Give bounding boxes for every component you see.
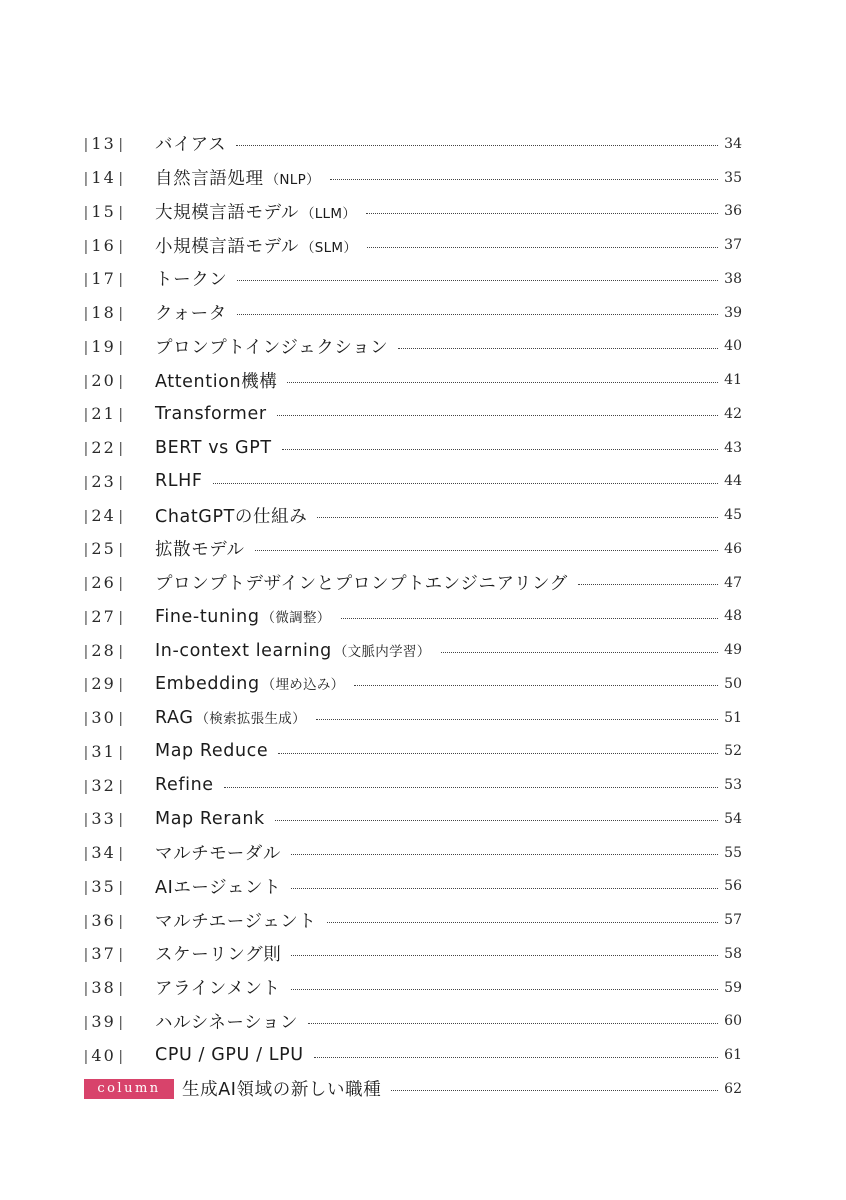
toc-entry[interactable] xyxy=(84,566,742,600)
entry-number xyxy=(84,944,155,963)
entry-number-value: 29 xyxy=(91,674,116,694)
entry-number-value: 25 xyxy=(91,539,116,559)
entry-title xyxy=(155,775,214,795)
entry-title-text: アラインメント xyxy=(155,979,281,1000)
toc-entry[interactable] xyxy=(84,296,742,330)
dot-leader xyxy=(277,415,718,416)
entry-title-text: Map Reduce xyxy=(155,741,269,762)
dot-leader xyxy=(282,449,718,450)
number-bracket: | xyxy=(84,507,89,525)
dot-leader xyxy=(291,989,718,990)
toc-entry[interactable] xyxy=(84,836,742,870)
entry-title-text: Refine xyxy=(155,775,214,796)
entry-title-text: RLHF xyxy=(155,471,203,492)
entry-number xyxy=(84,303,155,322)
entry-page-number: 59 xyxy=(724,979,742,996)
toc-entry[interactable] xyxy=(84,1005,742,1039)
entry-number-value: 18 xyxy=(91,303,116,323)
entry-title xyxy=(155,941,281,966)
entry-number xyxy=(84,742,155,761)
entry-number-value: 22 xyxy=(91,438,116,458)
entry-number xyxy=(84,539,155,558)
entry-number xyxy=(84,506,155,525)
number-bracket: | xyxy=(118,946,124,964)
entry-page-number: 42 xyxy=(724,405,742,422)
number-bracket: | xyxy=(118,541,124,559)
entry-title xyxy=(155,334,388,359)
entry-number-value: 26 xyxy=(91,573,116,593)
entry-title-text: In-context learning xyxy=(155,640,332,661)
entry-number-value: 16 xyxy=(91,235,116,255)
entry-title xyxy=(155,233,357,258)
entry-page-number: 46 xyxy=(724,540,742,557)
column-badge: column xyxy=(84,1079,174,1099)
dot-leader xyxy=(213,483,718,484)
entry-number-value: 28 xyxy=(91,640,116,660)
toc-entry[interactable] xyxy=(84,735,742,769)
entry-number-value: 30 xyxy=(91,708,116,728)
entry-number-value: 37 xyxy=(91,944,116,964)
dot-leader xyxy=(578,584,718,585)
number-bracket: | xyxy=(118,440,124,458)
entry-title-text: RAG xyxy=(155,708,194,729)
toc-entry[interactable] xyxy=(84,768,742,802)
toc-entry[interactable] xyxy=(84,498,742,532)
entry-number xyxy=(84,877,155,896)
toc-entry[interactable] xyxy=(84,161,742,195)
number-bracket: | xyxy=(84,237,89,255)
entry-title-text: Fine-tuning xyxy=(155,606,260,627)
entry-number xyxy=(84,202,155,221)
entry-page-number: 36 xyxy=(724,203,742,220)
entry-number xyxy=(84,168,155,187)
entry-page-number: 54 xyxy=(724,810,742,827)
entry-title xyxy=(155,673,344,694)
entry-title xyxy=(155,908,317,933)
toc-entry[interactable] xyxy=(84,600,742,634)
entry-title-text: マルチエージェント xyxy=(155,911,317,932)
entry-page-number: 45 xyxy=(724,507,742,524)
entry-number xyxy=(84,404,155,423)
number-bracket: | xyxy=(84,878,89,896)
toc-entry[interactable] xyxy=(84,127,742,161)
entry-title-text: 大規模言語モデル xyxy=(155,202,299,223)
toc-entry[interactable] xyxy=(84,431,742,465)
number-bracket: | xyxy=(118,878,124,896)
entry-number-value: 15 xyxy=(91,201,116,221)
entry-title xyxy=(155,707,306,728)
entry-title-text: プロンプトデザインとプロンプトエンジニアリング xyxy=(155,574,568,595)
entry-subtitle: （微調整） xyxy=(261,609,331,626)
entry-title-text: 自然言語処理 xyxy=(155,169,264,190)
number-bracket: | xyxy=(118,777,124,795)
entry-number xyxy=(84,337,155,356)
number-bracket: | xyxy=(118,203,124,221)
number-bracket: | xyxy=(118,642,124,660)
entry-title-text: ハルシネーション xyxy=(155,1012,299,1033)
entry-title-text: Attention機構 xyxy=(155,371,278,392)
entry-title-text: マルチモーダル xyxy=(155,844,281,865)
toc-entry[interactable] xyxy=(84,465,742,499)
entry-title xyxy=(155,438,272,458)
dot-leader xyxy=(278,753,718,754)
number-bracket: | xyxy=(84,946,89,964)
dot-leader xyxy=(275,820,718,821)
toc-entry[interactable] xyxy=(84,262,742,296)
number-bracket: | xyxy=(118,608,124,626)
dot-leader xyxy=(330,179,718,180)
number-bracket: | xyxy=(84,305,89,323)
toc-entry[interactable] xyxy=(84,532,742,566)
entry-page-number: 39 xyxy=(724,304,742,321)
number-bracket: | xyxy=(118,305,124,323)
entry-title-text: Transformer xyxy=(155,403,267,424)
dot-leader xyxy=(341,618,718,619)
entry-number-value: 33 xyxy=(91,809,116,829)
toc-entry[interactable] xyxy=(84,971,742,1005)
entry-number-value: 34 xyxy=(91,843,116,863)
number-bracket: | xyxy=(84,473,89,491)
entry-number-value: 13 xyxy=(91,134,116,154)
number-bracket: | xyxy=(118,136,124,154)
toc-entry[interactable] xyxy=(84,397,742,431)
entry-number xyxy=(84,843,155,862)
entry-title xyxy=(155,975,281,1000)
dot-leader xyxy=(367,247,718,248)
entry-number xyxy=(84,708,155,727)
dot-leader xyxy=(291,854,718,855)
toc-entry[interactable] xyxy=(84,667,742,701)
number-bracket: | xyxy=(84,811,89,829)
entry-title xyxy=(155,1045,304,1065)
toc-entry[interactable] xyxy=(84,802,742,836)
entry-number xyxy=(84,641,155,660)
entry-subtitle: （LLM） xyxy=(300,205,357,222)
number-bracket: | xyxy=(118,473,124,491)
entry-number-value: 31 xyxy=(91,741,116,761)
entry-page-number: 55 xyxy=(724,844,742,861)
entry-page-number: 35 xyxy=(724,169,742,186)
entry-title-text: クォータ xyxy=(155,304,227,325)
entry-number-value: 24 xyxy=(91,505,116,525)
dot-leader xyxy=(354,685,718,686)
number-bracket: | xyxy=(84,541,89,559)
number-bracket: | xyxy=(118,237,124,255)
entry-number-value: 21 xyxy=(91,404,116,424)
number-bracket: | xyxy=(118,845,124,863)
entry-title xyxy=(155,874,281,899)
number-bracket: | xyxy=(118,406,124,424)
entry-title-text: ChatGPTの仕組み xyxy=(155,506,308,527)
entry-number-value: 40 xyxy=(91,1045,116,1065)
table-of-contents xyxy=(84,127,742,1106)
number-bracket: | xyxy=(84,203,89,221)
entry-number-value: 20 xyxy=(91,370,116,390)
dot-leader xyxy=(366,213,718,214)
entry-title-text: Map Rerank xyxy=(155,808,265,829)
column-title: 生成AI領域の新しい職種 xyxy=(182,1080,382,1101)
number-bracket: | xyxy=(84,710,89,728)
entry-number-value: 27 xyxy=(91,606,116,626)
number-bracket: | xyxy=(84,271,89,289)
dot-leader xyxy=(441,652,719,653)
entry-number-value: 23 xyxy=(91,471,116,491)
entry-number xyxy=(84,269,155,288)
entry-page-number: 58 xyxy=(724,945,742,962)
number-bracket: | xyxy=(84,912,89,930)
dot-leader xyxy=(287,382,718,383)
entry-title xyxy=(155,640,431,661)
entry-page-number: 51 xyxy=(724,709,742,726)
dot-leader xyxy=(391,1090,718,1091)
toc-entry[interactable] xyxy=(84,870,742,904)
entry-number-value: 38 xyxy=(91,978,116,998)
entry-page-number: 61 xyxy=(724,1047,742,1064)
dot-leader xyxy=(237,280,718,281)
entry-number xyxy=(84,911,155,930)
number-bracket: | xyxy=(84,676,89,694)
toc-entry[interactable] xyxy=(84,937,742,971)
number-bracket: | xyxy=(84,1013,89,1031)
entry-number-value: 19 xyxy=(91,336,116,356)
toc-entry[interactable] xyxy=(84,701,742,735)
entry-page-number: 56 xyxy=(724,878,742,895)
entry-title xyxy=(155,131,226,156)
entry-subtitle: （SLM） xyxy=(300,239,358,256)
entry-number xyxy=(84,1012,155,1031)
entry-title-text: Embedding xyxy=(155,674,260,695)
toc-entry[interactable] xyxy=(84,228,742,262)
number-bracket: | xyxy=(118,271,124,289)
number-bracket: | xyxy=(84,440,89,458)
entry-page-number: 53 xyxy=(724,777,742,794)
entry-number-value: 35 xyxy=(91,876,116,896)
entry-subtitle: （検索拡張生成） xyxy=(195,711,306,728)
entry-page-number: 43 xyxy=(724,439,742,456)
entry-title-text: AIエージェント xyxy=(155,877,282,898)
entry-number xyxy=(84,573,155,592)
entry-page-number: 49 xyxy=(724,642,742,659)
entry-subtitle: （NLP） xyxy=(265,172,320,189)
number-bracket: | xyxy=(118,710,124,728)
entry-page-number: 34 xyxy=(724,135,742,152)
column-page-number: 62 xyxy=(724,1080,742,1097)
number-bracket: | xyxy=(118,743,124,761)
number-bracket: | xyxy=(84,980,89,998)
number-bracket: | xyxy=(84,1047,89,1065)
entry-number xyxy=(84,776,155,795)
entry-title xyxy=(155,165,320,190)
entry-title-text: トークン xyxy=(155,270,228,291)
dot-leader xyxy=(398,348,718,349)
entry-subtitle: （埋め込み） xyxy=(261,677,345,694)
number-bracket: | xyxy=(118,912,124,930)
toc-entry[interactable] xyxy=(84,330,742,364)
number-bracket: | xyxy=(84,372,89,390)
entry-page-number: 52 xyxy=(724,743,742,760)
entry-title xyxy=(155,741,268,761)
entry-subtitle: （文脈内学習） xyxy=(333,643,431,660)
entry-title xyxy=(155,199,356,224)
entry-title xyxy=(155,606,331,627)
dot-leader xyxy=(308,1023,718,1024)
entry-page-number: 48 xyxy=(724,608,742,625)
number-bracket: | xyxy=(118,1047,124,1065)
entry-number xyxy=(84,472,155,491)
dot-leader xyxy=(316,719,718,720)
entry-title-text: 小規模言語モデル xyxy=(155,236,299,257)
entry-title-text: スケーリング則 xyxy=(155,945,282,966)
number-bracket: | xyxy=(118,980,124,998)
number-bracket: | xyxy=(84,170,89,188)
number-bracket: | xyxy=(118,811,124,829)
entry-title xyxy=(155,536,245,561)
entry-title xyxy=(155,809,265,829)
dot-leader xyxy=(314,1057,718,1058)
entry-page-number: 57 xyxy=(724,912,742,929)
number-bracket: | xyxy=(84,608,89,626)
number-bracket: | xyxy=(118,338,124,356)
dot-leader xyxy=(291,955,718,956)
entry-number xyxy=(84,371,155,390)
entry-title-text: バイアス xyxy=(155,135,227,156)
entry-number xyxy=(84,236,155,255)
entry-number-value: 32 xyxy=(91,775,116,795)
entry-title xyxy=(155,471,203,491)
entry-title-text: CPU / GPU / LPU xyxy=(155,1045,304,1066)
entry-title xyxy=(155,368,277,393)
number-bracket: | xyxy=(118,575,124,593)
dot-leader xyxy=(236,145,718,146)
entry-page-number: 47 xyxy=(724,574,742,591)
number-bracket: | xyxy=(84,406,89,424)
toc-entry[interactable] xyxy=(84,1038,742,1072)
dot-leader xyxy=(237,314,718,315)
dot-leader xyxy=(224,787,718,788)
number-bracket: | xyxy=(118,507,124,525)
number-bracket: | xyxy=(84,642,89,660)
entry-number-value: 14 xyxy=(91,168,116,188)
entry-number xyxy=(84,134,155,153)
entry-title xyxy=(155,1009,298,1034)
entry-title-text: BERT vs GPT xyxy=(155,437,272,458)
entry-page-number: 44 xyxy=(724,473,742,490)
entry-page-number: 60 xyxy=(724,1013,742,1030)
entry-title xyxy=(155,503,307,528)
entry-number xyxy=(84,1046,155,1065)
entry-title-text: プロンプトインジェクション xyxy=(155,337,389,358)
entry-number xyxy=(84,607,155,626)
entry-number-value: 36 xyxy=(91,910,116,930)
entry-number-value: 17 xyxy=(91,269,116,289)
entry-number xyxy=(84,438,155,457)
dot-leader xyxy=(327,922,719,923)
entry-number xyxy=(84,674,155,693)
number-bracket: | xyxy=(84,338,89,356)
entry-title xyxy=(155,840,281,865)
entry-page-number: 38 xyxy=(724,270,742,287)
entry-page-number: 50 xyxy=(724,675,742,692)
dot-leader xyxy=(255,550,718,551)
dot-leader xyxy=(317,517,718,518)
number-bracket: | xyxy=(84,743,89,761)
entry-page-number: 37 xyxy=(724,237,742,254)
number-bracket: | xyxy=(118,676,124,694)
toc-entry[interactable] xyxy=(84,903,742,937)
entry-title xyxy=(155,570,568,595)
toc-entry[interactable] xyxy=(84,195,742,229)
entry-number xyxy=(84,809,155,828)
entry-title xyxy=(155,266,227,291)
number-bracket: | xyxy=(118,1013,124,1031)
toc-entry[interactable] xyxy=(84,363,742,397)
toc-entry[interactable] xyxy=(84,633,742,667)
entry-title xyxy=(155,404,267,424)
number-bracket: | xyxy=(84,575,89,593)
entry-number xyxy=(84,978,155,997)
entry-title-text: 拡散モデル xyxy=(155,540,245,561)
entry-page-number: 41 xyxy=(724,372,742,389)
entry-page-number: 40 xyxy=(724,338,742,355)
number-bracket: | xyxy=(84,777,89,795)
entry-title xyxy=(155,300,227,325)
entry-number-value: 39 xyxy=(91,1011,116,1031)
dot-leader xyxy=(291,888,718,889)
number-bracket: | xyxy=(118,170,124,188)
toc-column-entry[interactable] xyxy=(84,1072,742,1106)
number-bracket: | xyxy=(118,372,124,390)
number-bracket: | xyxy=(84,136,89,154)
number-bracket: | xyxy=(84,845,89,863)
